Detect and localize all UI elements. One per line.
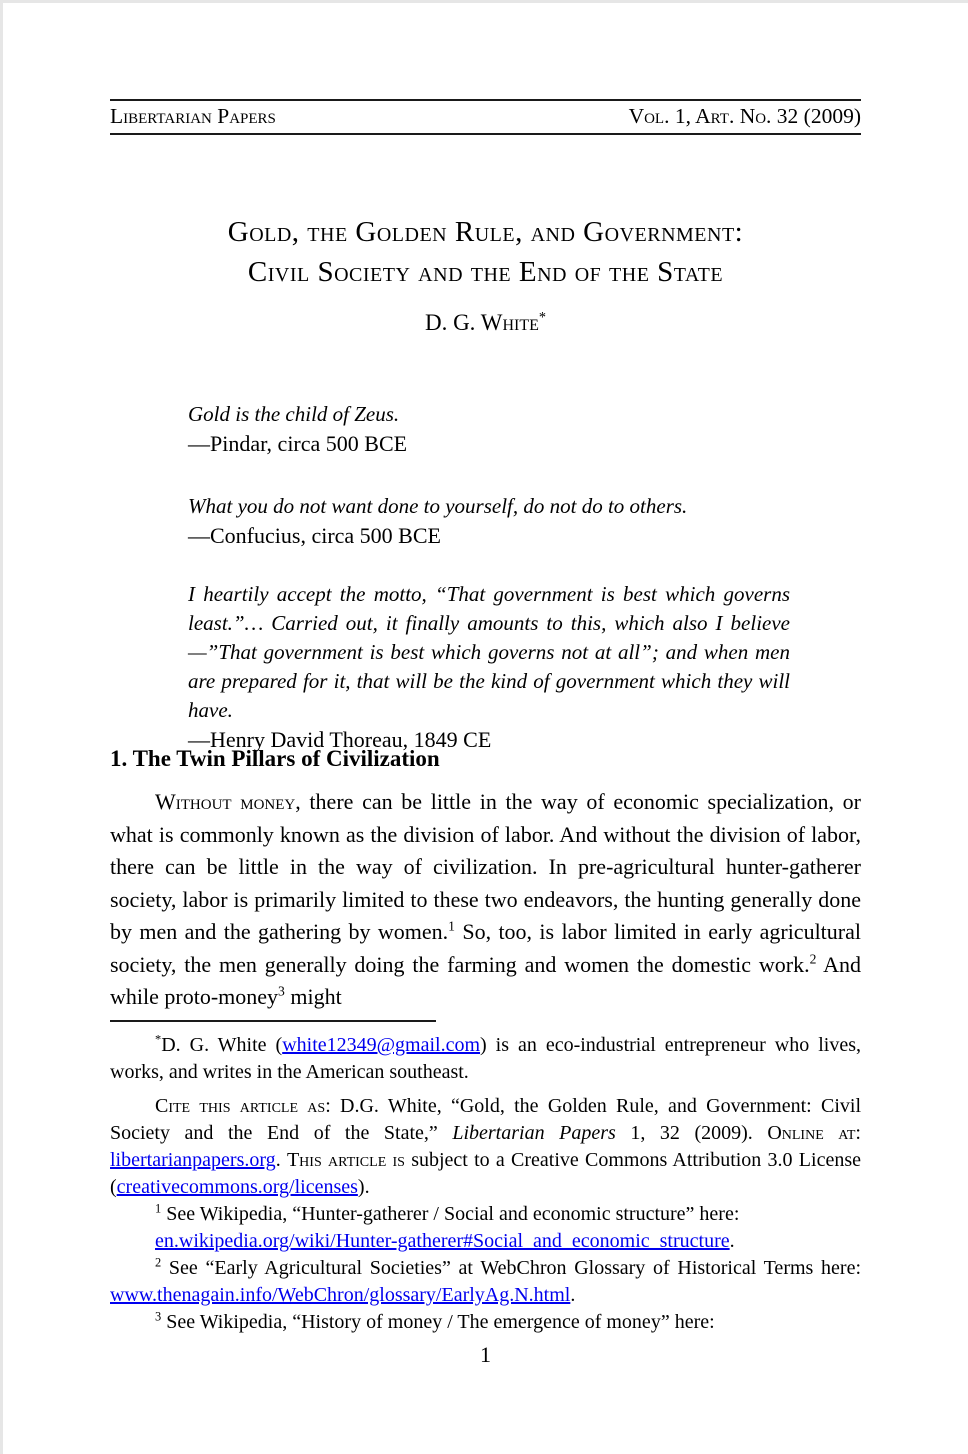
text-segment: ) is an eco-industrial entrepreneur who lives, works, and writes in the American southeast. [110,1034,861,1083]
text-segment: Online at: [767,1122,861,1144]
text-segment: This article is [286,1149,405,1171]
text-segment: D. G. White ( [161,1034,283,1056]
text-segment: . [729,1230,735,1252]
hyperlink[interactable]: white12349@gmail.com [282,1034,481,1056]
footnote-3 [110,1309,861,1336]
epigraph-attribution: —Confucius, circa 500 BCE [188,523,441,548]
running-header [110,99,861,135]
epigraph-confucius [188,492,790,550]
superscript-mark: * [155,1032,162,1047]
text-segment: Cite this article as: [155,1095,331,1117]
superscript-mark: * [538,309,547,326]
footnote-separator [110,1020,436,1022]
journal-name: Libertarian Papers [110,104,276,128]
superscript-mark: 3 [278,983,285,999]
footnote-area [110,1020,861,1336]
footnote-1 [110,1201,861,1255]
text-segment: And while proto-money [110,951,861,1009]
article-title [110,212,861,292]
section-heading: 1. The Twin Pillars of Civilization [110,746,440,771]
footnote-line [155,1228,861,1255]
epigraph-quote: Gold is the child of Zeus. [188,402,400,426]
footnote-line [110,1201,861,1228]
text-segment: subject to a Creative Commons Attribution 3.0 License ( [110,1149,861,1198]
text-segment: might [284,984,342,1009]
footnote-line [110,1255,861,1282]
body-paragraph [110,786,861,1014]
hyperlink[interactable]: en.wikipedia.org/wiki/Hunter-gatherer#Social_and_economic_structure [155,1230,730,1252]
footnote-line [110,1309,861,1336]
text-segment: D.G. White, “Gold, the Golden Rule, and Government: Civil Society and the End of the State,” [110,1095,861,1144]
citation-footnote [110,1093,861,1201]
text-segment: , there can be little in the way of economic specialization, or what is commonly known as the division of labor. And without the division of labor, there can be little in the way of civilization. In pre-agricultural hunter-gatherer society, labor is primarily limited to these two endeavors, the hunting generally done by men and the gathering by women. [110,789,861,944]
epigraph-quote: What you do not want done to yourself, do not do to others. [188,494,688,518]
epigraph-attribution: —Henry David Thoreau, 1849 CE [188,727,492,752]
text-segment: 1, 32 (2009). [615,1122,768,1144]
text-segment: See Wikipedia, “Hunter-gatherer / Social and economic structure” here: [161,1203,740,1225]
epigraph-attribution: —Pindar, circa 500 BCE [188,431,408,456]
footnote-line [110,1282,861,1309]
text-segment: Libertarian Papers [452,1122,616,1144]
hyperlink[interactable]: www.thenagain.info/WebChron/glossary/EarlyAg.N.html [110,1284,571,1306]
text-segment: . [275,1149,287,1171]
text-segment: . [570,1284,576,1306]
article-title-line-1: Gold, the Golden Rule, and Government: [227,216,744,248]
volume-issue: Vol. 1, Art. No. 32 (2009) [628,104,861,128]
page-number: 1 [480,1342,491,1367]
hyperlink[interactable]: creativecommons.org/licenses [116,1176,358,1198]
superscript-mark: 1 [155,1201,162,1216]
superscript-mark: 2 [809,951,817,967]
text-segment: See Wikipedia, “History of money / The emergence of money” here: [161,1311,715,1333]
superscript-mark: 3 [155,1309,162,1324]
epigraph-thoreau [188,580,790,754]
text-segment: See “Early Agricultural Societies” at WebChron Glossary of Historical Terms here: [161,1257,861,1279]
text-segment: ). [357,1176,370,1198]
text-segment: So, too, is labor limited in early agricultural society, the men generally doing the farming and women the domestic work. [110,919,861,977]
author-byline [110,310,861,336]
author-footnote [110,1032,861,1086]
superscript-mark: 2 [155,1255,162,1270]
text-segment: D. G. White [424,310,539,335]
hyperlink[interactable]: libertarianpapers.org [110,1149,276,1171]
superscript-mark: 1 [448,918,455,934]
footnote-2 [110,1255,861,1309]
epigraph-quote: I heartily accept the motto, “That government is best which governs least.”… Carried out, it finally amounts to this, which also I believe—”That government is best which governs not at all”; and when men are prepared for it, that will be the kind of government which they will have. [188,582,790,722]
article-title-line-2: Civil Society and the End of the State [247,256,724,288]
epigraph-pindar [188,400,790,458]
text-segment: Without money [155,789,296,814]
